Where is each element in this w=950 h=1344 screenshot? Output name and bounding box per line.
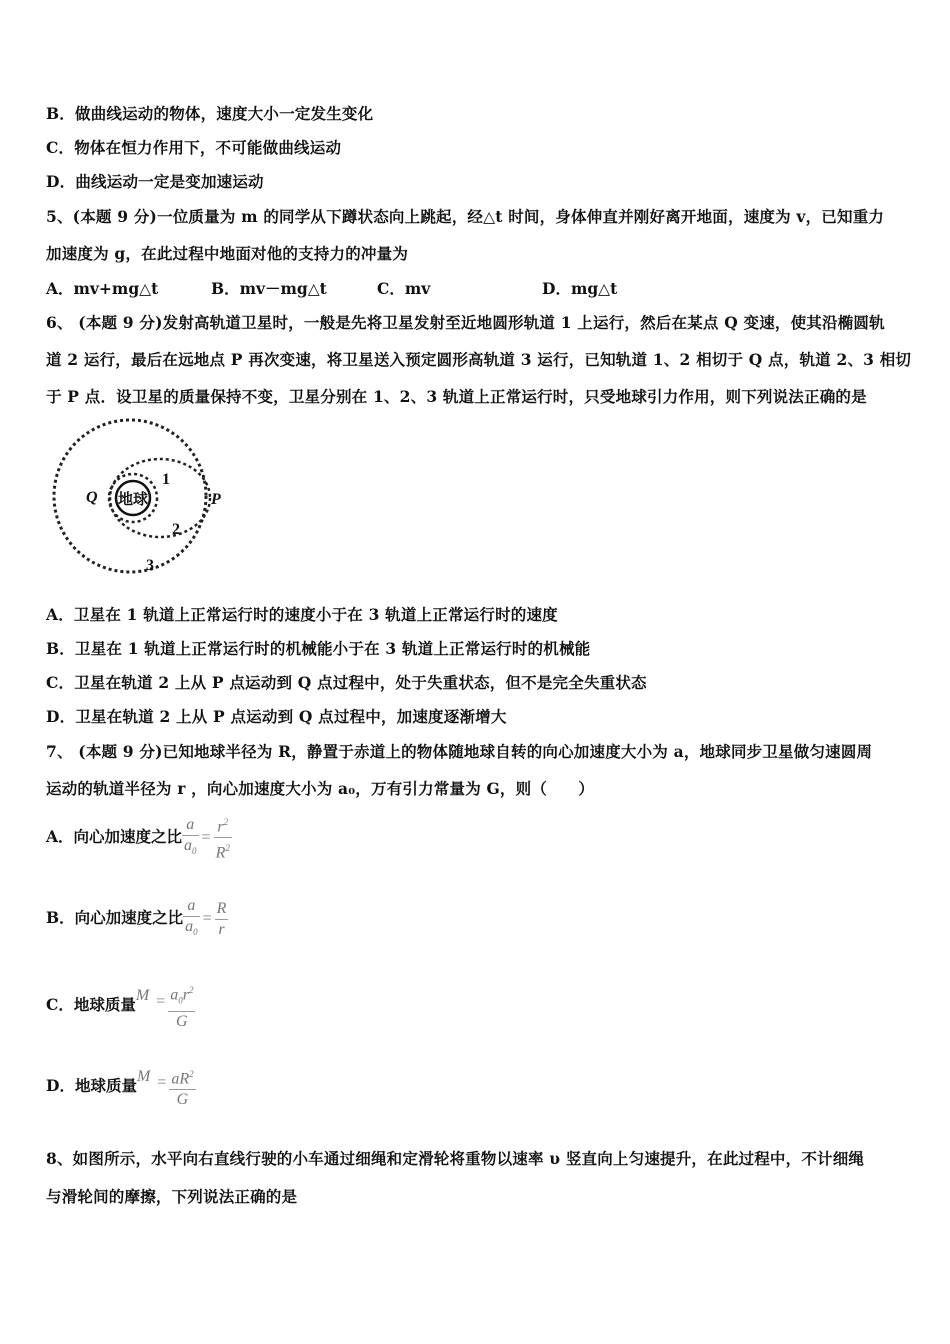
q7-b-right-fraction xyxy=(215,899,229,940)
question-7-line-2: 运动的轨道半径为 r ，向心加速度大小为 a₀，万有引力常量为 G，则（ ） xyxy=(46,779,595,798)
q7-d-equals: = xyxy=(157,1074,167,1092)
q7-d-mass-symbol: M xyxy=(136,1068,151,1086)
q7-option-a xyxy=(46,812,232,864)
q7-b-equals: = xyxy=(202,910,212,928)
q7-b-left-fraction xyxy=(183,896,200,942)
question-5-line-2: 加速度为 g，在此过程中地面对他的支持力的冲量为 xyxy=(46,244,409,263)
q7-c-equals: = xyxy=(156,992,166,1010)
q5-option-d: D．mg△t xyxy=(542,279,618,298)
point-q-label: Q xyxy=(86,489,98,506)
orbit-1-label: 1 xyxy=(162,471,170,488)
q7-a-equals: = xyxy=(201,828,211,846)
earth-label: 地球 xyxy=(117,492,149,508)
q7-d-den: G xyxy=(176,1091,189,1109)
q7-a-left-fraction xyxy=(182,815,199,861)
option-c-q4: C．物体在恒力作用下，不可能做曲线运动 xyxy=(46,138,342,157)
q7-c-num: $a_0r^2$ xyxy=(168,980,195,1012)
q6-option-b: B．卫星在 1 轨道上正常运行时的机械能小于在 3 轨道上正常运行时的机械能 xyxy=(46,639,591,658)
q7-c-den: G xyxy=(176,1012,188,1030)
q5-option-c: C．mv xyxy=(377,279,431,298)
q7-b-left-num: a xyxy=(183,896,200,917)
q7-option-b-label: B．向心加速度之比 xyxy=(46,908,184,928)
orbit-diagram xyxy=(46,412,236,582)
point-p-label: P xyxy=(211,491,221,508)
q7-b-right-den: r xyxy=(218,920,225,938)
q7-option-c-label: C．地球质量 xyxy=(46,994,136,1014)
q7-a-left-num: a xyxy=(182,815,199,836)
q7-option-c xyxy=(46,980,195,1032)
question-8-line-1: 8、如图所示，水平向右直线行驶的小车通过细绳和定滑轮将重物以速率 υ 竖直向上匀速提升，在此过程中，不计细绳 xyxy=(46,1149,865,1168)
q7-d-num: $aR^2$ xyxy=(169,1064,195,1090)
question-6-line-2: 道 2 运行，最后在远地点 P 再次变速，将卫星送入预定圆形高轨道 3 运行，已知轨道 1、2 相切于 Q 点，轨道 2、3 相切 xyxy=(46,350,912,369)
orbit-2-label: 2 xyxy=(172,521,180,538)
question-6-line-1: 6、 (本题 9 分)发射高轨道卫星时，一般是先将卫星发射至近地圆形轨道 1 上运行，然后在某点 Q 变速，使其沿椭圆轨 xyxy=(46,313,885,332)
q7-a-right-num: $r^2$ xyxy=(214,812,232,838)
question-5-line-1: 5、(本题 9 分)一位质量为 m 的同学从下蹲状态向上跳起，经△t 时间，身体伸直并刚好离开地面，速度为 v，已知重力 xyxy=(46,207,885,226)
q7-b-right-num: R xyxy=(215,899,229,920)
q7-option-b xyxy=(46,896,228,942)
q7-c-mass-symbol: M xyxy=(135,986,150,1004)
question-7-line-1: 7、 (本题 9 分)已知地球半径为 R，静置于赤道上的物体随地球自转的向心加速度大小为 a，地球同步卫星做匀速圆周 xyxy=(46,742,873,761)
option-d-q4: D．曲线运动一定是变加速运动 xyxy=(46,172,264,191)
q6-option-c: C．卫星在轨道 2 上从 P 点运动到 Q 点过程中，处于失重状态，但不是完全失重状态 xyxy=(46,673,647,692)
q7-a-left-den: $a_0$ xyxy=(184,836,197,856)
orbit-3-label: 3 xyxy=(146,557,154,574)
q5-option-b: B．mv－mg△t xyxy=(211,279,327,298)
question-8-line-2: 与滑轮间的摩擦，下列说法正确的是 xyxy=(46,1187,298,1206)
question-6-line-3: 于 P 点．设卫星的质量保持不变，卫星分别在 1、2、3 轨道上正常运行时，只受地球引力作用，则下列说法正确的是 xyxy=(46,387,867,406)
q7-c-fraction xyxy=(168,980,195,1032)
q6-option-a: A．卫星在 1 轨道上正常运行时的速度小于在 3 轨道上正常运行时的速度 xyxy=(46,605,558,624)
q7-b-left-den: $a_0$ xyxy=(185,918,198,938)
q7-option-a-label: A．向心加速度之比 xyxy=(46,826,183,846)
q7-d-fraction xyxy=(169,1064,195,1110)
q7-a-right-fraction xyxy=(214,812,232,864)
q7-option-d-label: D．地球质量 xyxy=(46,1076,137,1096)
q7-a-right-den: $R^2$ xyxy=(215,843,230,862)
q6-option-d: D．卫星在轨道 2 上从 P 点运动到 Q 点过程中，加速度逐渐增大 xyxy=(46,707,507,726)
q7-option-d xyxy=(46,1064,196,1110)
option-b-q4: B．做曲线运动的物体，速度大小一定发生变化 xyxy=(46,104,374,123)
q5-option-a: A．mv+mg△t xyxy=(46,279,159,298)
